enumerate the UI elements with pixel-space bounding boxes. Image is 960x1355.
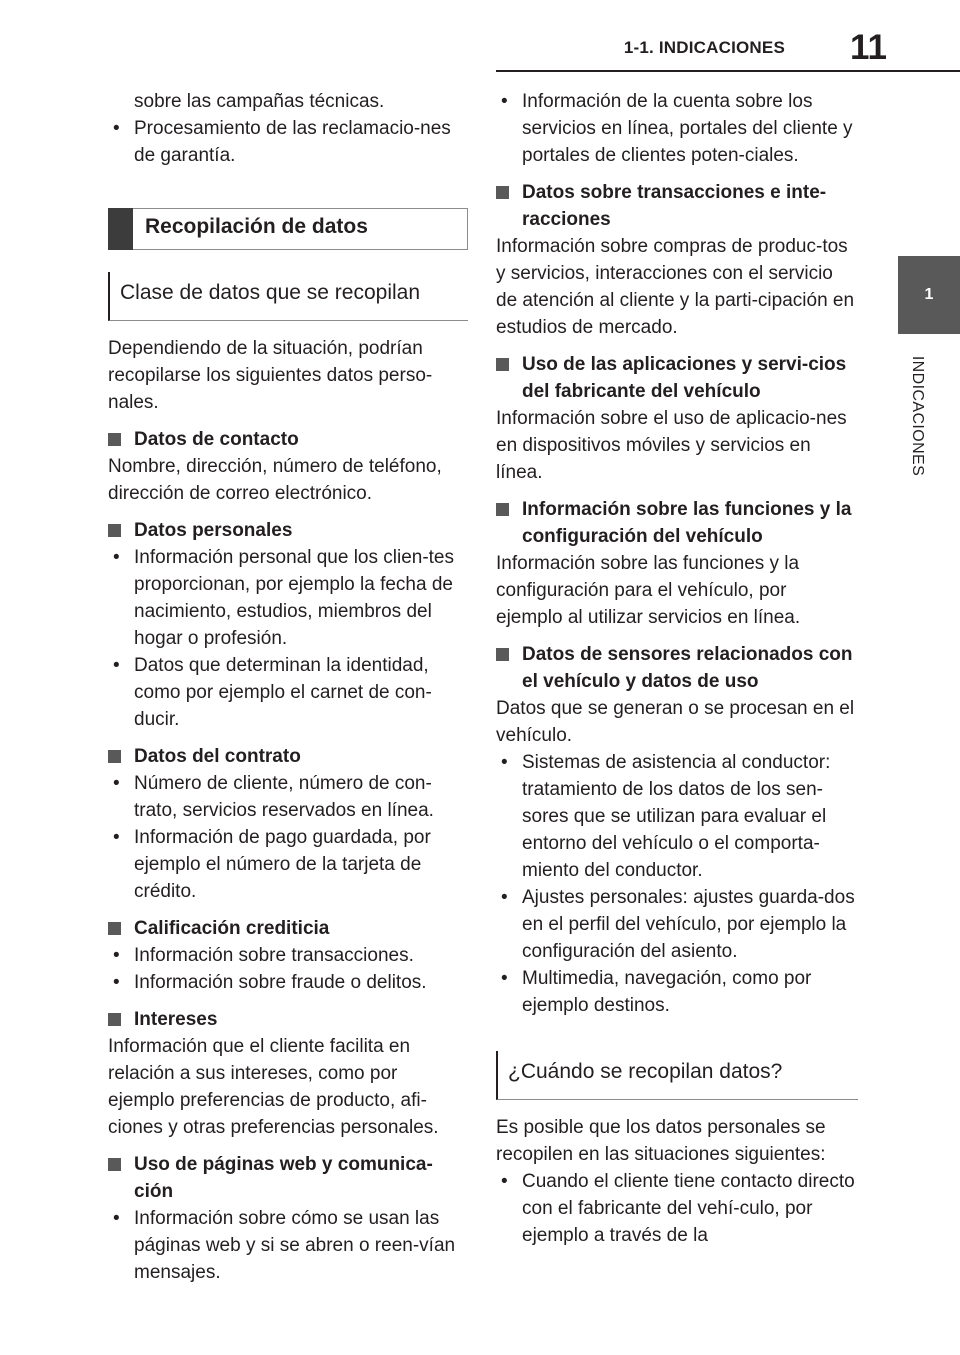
page-number: 11 [850, 28, 887, 67]
bullet-list [108, 544, 468, 733]
section-title [108, 208, 468, 250]
subheading-text: ¿Cuándo se recopilan datos? [508, 1060, 783, 1083]
list-item: • Información sobre cómo se usan las páginas web y si se abren o reen-vían mensajes. [108, 1205, 468, 1286]
list-item: • Cuando el cliente tiene contacto directo con el fabricante del vehí-culo, por ejemplo a través de la [496, 1168, 858, 1249]
list-item: • Información sobre fraude o delitos. [108, 969, 468, 996]
subsection-web-usage: Uso de páginas web y comunica-ción [108, 1151, 468, 1205]
chapter-tab-label [877, 346, 957, 486]
section-title-text: Recopilación de datos [145, 215, 368, 238]
bullet-list [108, 942, 468, 996]
subsection-personal-data: Datos personales [108, 517, 468, 544]
paragraph: Información sobre compras de produc-tos y servicios, interacciones con el servicio de atención al cliente y la parti-cipación en estudios de mercado. [496, 236, 855, 338]
intro-paragraph: Es posible que los datos personales se recopilen en las situaciones siguientes: [496, 1117, 826, 1165]
chapter-number: 1 [924, 286, 934, 303]
header-rule [496, 70, 960, 72]
list-item: • Número de cliente, número de con-trato, servicios reservados en línea. [108, 770, 468, 824]
bullet-list [496, 1168, 858, 1249]
list-item: • Información personal que los clien-tes proporcionan, por ejemplo la fecha de nacimiento, estudios, miembros del hogar o profesión. [108, 544, 468, 652]
bullet-list [108, 1205, 468, 1286]
left-column [108, 88, 468, 1286]
list-item: • Procesamiento de las reclamacio-nes de garantía. [108, 115, 468, 169]
list-item: sobre las campañas técnicas. [134, 91, 385, 112]
subheading-data-types [108, 272, 468, 321]
subsection-credit-rating: Calificación crediticia [108, 915, 468, 942]
list-item: • Información de pago guardada, por ejemplo el número de la tarjeta de crédito. [108, 824, 468, 905]
right-column [496, 88, 858, 1249]
list-item: • Información sobre transacciones. [108, 942, 468, 969]
page-header [0, 0, 960, 70]
paragraph: Información sobre el uso de aplicacio-nes en dispositivos móviles y servicios en línea. [496, 408, 847, 483]
bullet-list [496, 88, 858, 169]
chapter-tab[interactable] [898, 256, 960, 334]
list-item: • Multimedia, navegación, como por ejemplo destinos. [496, 965, 858, 1019]
list-item: • Datos que determinan la identidad, como por ejemplo el carnet de con-ducir. [108, 652, 468, 733]
subsection-sensor-data: Datos de sensores relacionados con el vehículo y datos de uso [496, 641, 858, 695]
subsection-contract-data: Datos del contrato [108, 743, 468, 770]
list-item: • Información de la cuenta sobre los servicios en línea, portales del cliente y portales de clientes poten-ciales. [496, 88, 858, 169]
bullet-list [108, 770, 468, 905]
subheading-text: Clase de datos que se recopilan [120, 281, 421, 304]
paragraph: Datos que se generan o se procesan en el vehículo. [496, 698, 855, 746]
list-item: • Ajustes personales: ajustes guarda-dos en el perfil del vehículo, por ejemplo la configuración del asiento. [496, 884, 858, 965]
continued-bullet [108, 88, 468, 115]
subheading-when-collected [496, 1051, 858, 1100]
subsection-transactions: Datos sobre transacciones e inte-racciones [496, 179, 858, 233]
subsection-apps-usage: Uso de las aplicaciones y servi-cios del fabricante del vehículo [496, 351, 858, 405]
header-section-label: 1-1. INDICACIONES [623, 38, 785, 57]
subsection-interests: Intereses [108, 1006, 468, 1033]
paragraph: Nombre, dirección, número de teléfono, dirección de correo electrónico. [108, 456, 442, 504]
subsection-contact-data: Datos de contacto [108, 426, 468, 453]
chapter-label: INDICACIONES [909, 355, 926, 477]
paragraph: Información sobre las funciones y la configuración para el vehículo, por ejemplo al utilizar servicios en línea. [496, 553, 801, 628]
subsection-vehicle-functions: Información sobre las funciones y la configuración del vehículo [496, 496, 858, 550]
paragraph: Información que el cliente facilita en relación a sus intereses, como por ejemplo preferencias de producto, afi-ciones y otras preferencias personales. [108, 1036, 439, 1138]
bullet-list [496, 749, 858, 1019]
bullet-list [108, 115, 468, 169]
list-item: • Sistemas de asistencia al conductor: tratamiento de los datos de los sen-sores que se utilizan para evaluar el entorno del vehículo o el comporta-miento del conductor. [496, 749, 858, 884]
intro-paragraph: Dependiendo de la situación, podrían recopilarse los siguientes datos perso-nales. [108, 338, 433, 413]
